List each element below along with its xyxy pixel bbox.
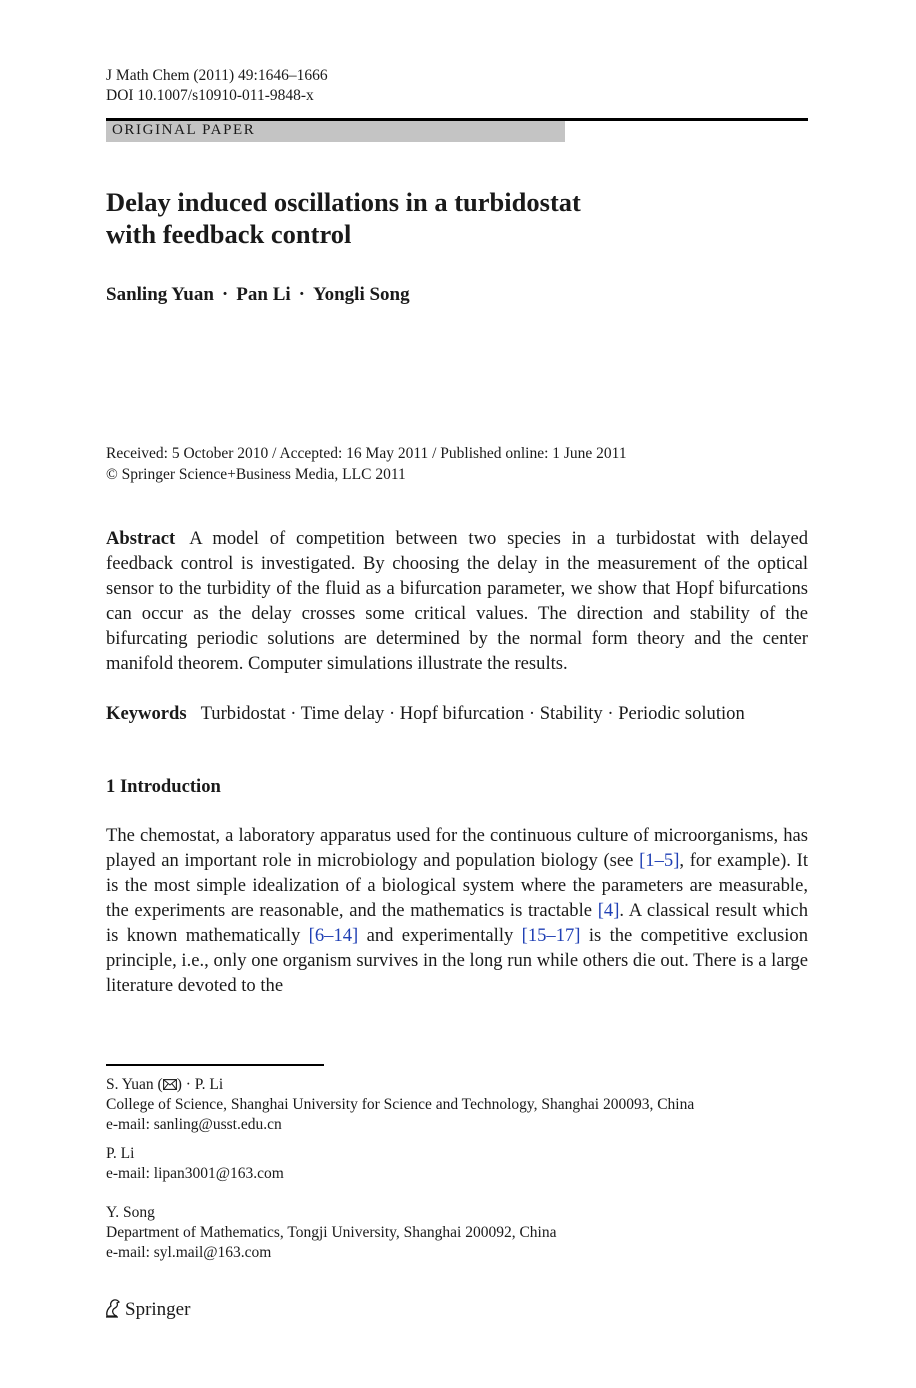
footnote-affiliation: College of Science, Shanghai University for Science and Technology, Shanghai 200093, China — [106, 1096, 695, 1113]
footnote-email: e-mail: syl.mail@163.com — [106, 1244, 272, 1261]
footnote-affiliation: Department of Mathematics, Tongji University, Shanghai 200092, China — [106, 1224, 557, 1241]
footnote-author-line — [106, 1075, 846, 1095]
keywords-label: Keywords — [106, 703, 187, 724]
footnote-text: S. Yuan ( — [106, 1076, 163, 1093]
intro-text: The chemostat, a laboratory apparatus used for the continuous culture of microorganisms, has played an important role in microbiology and population biology (see — [106, 825, 808, 871]
footnote-email: e-mail: sanling@usst.edu.cn — [106, 1116, 282, 1133]
author-separator: · — [298, 284, 305, 305]
publication-history — [106, 443, 627, 485]
footnote-rule — [106, 1064, 324, 1066]
springer-horse-icon — [104, 1298, 122, 1318]
footnote-email: e-mail: lipan3001@163.com — [106, 1165, 284, 1182]
copyright-line: © Springer Science+Business Media, LLC 2011 — [106, 466, 406, 483]
author-name: Pan Li — [236, 284, 291, 305]
footnote-text: ) · P. Li — [176, 1076, 224, 1093]
title-line-2: with feedback control — [106, 219, 352, 249]
article-title — [106, 186, 806, 250]
abstract-label: Abstract — [106, 528, 176, 549]
keywords-text: Turbidostat · Time delay · Hopf bifurcation · Stability · Periodic solution — [200, 703, 745, 724]
envelope-icon — [163, 1079, 177, 1090]
section-heading: 1 Introduction — [106, 776, 221, 797]
title-line-1: Delay induced oscillations in a turbidostat — [106, 187, 581, 217]
intro-paragraph — [106, 823, 808, 998]
author-list — [106, 283, 410, 307]
journal-citation — [106, 66, 328, 106]
citation-link[interactable]: [15–17] — [521, 925, 581, 946]
author-separator: · — [221, 284, 229, 305]
author-name: Yongli Song — [312, 284, 410, 305]
intro-text: . A classical result which is known mathematically — [106, 900, 808, 946]
footnote-author: Y. Song — [106, 1204, 155, 1221]
intro-text: and experimentally — [358, 925, 522, 946]
doi-line: DOI 10.1007/s10910-011-9848-x — [106, 87, 314, 104]
dates-line: Received: 5 October 2010 / Accepted: 16 May 2011 / Published online: 1 June 2011 — [106, 445, 627, 462]
footnote-author: P. Li — [106, 1145, 135, 1162]
citation-link[interactable]: [4] — [597, 900, 620, 921]
publisher-name: Springer — [125, 1299, 191, 1320]
intro-text: , for example). It is the most simple idealization of a biological system where the parameters are measurable, the experiments are reasonable, and the mathematics is tractable — [106, 850, 808, 921]
intro-text: is the competitive exclusion principle, i.e., only one organism survives in the long run while others die out. There is a large literature devoted to the — [106, 925, 809, 996]
journal-line: J Math Chem (2011) 49:1646–1666 — [106, 67, 328, 84]
abstract-text: A model of competition between two species in a turbidostat with delayed feedback control is investigated. By choosing the delay in the measurement of the optical sensor to the turbidity of the fluid as a bifurcation parameter, we show that Hopf bifurcations can occur as the delay crosses some critical values. The direction and stability of the bifurcating periodic solutions are determined by the normal form theory and the center manifold theorem. Computer simulations illustrate the results. — [106, 528, 808, 674]
abstract — [106, 526, 808, 676]
paper-type-banner: ORIGINAL PAPER — [106, 121, 565, 142]
publisher-logo — [104, 1298, 190, 1322]
author-name: Sanling Yuan — [106, 284, 214, 305]
citation-link[interactable]: [6–14] — [308, 925, 359, 946]
keywords — [106, 701, 808, 726]
citation-link[interactable]: [1–5] — [639, 850, 680, 871]
